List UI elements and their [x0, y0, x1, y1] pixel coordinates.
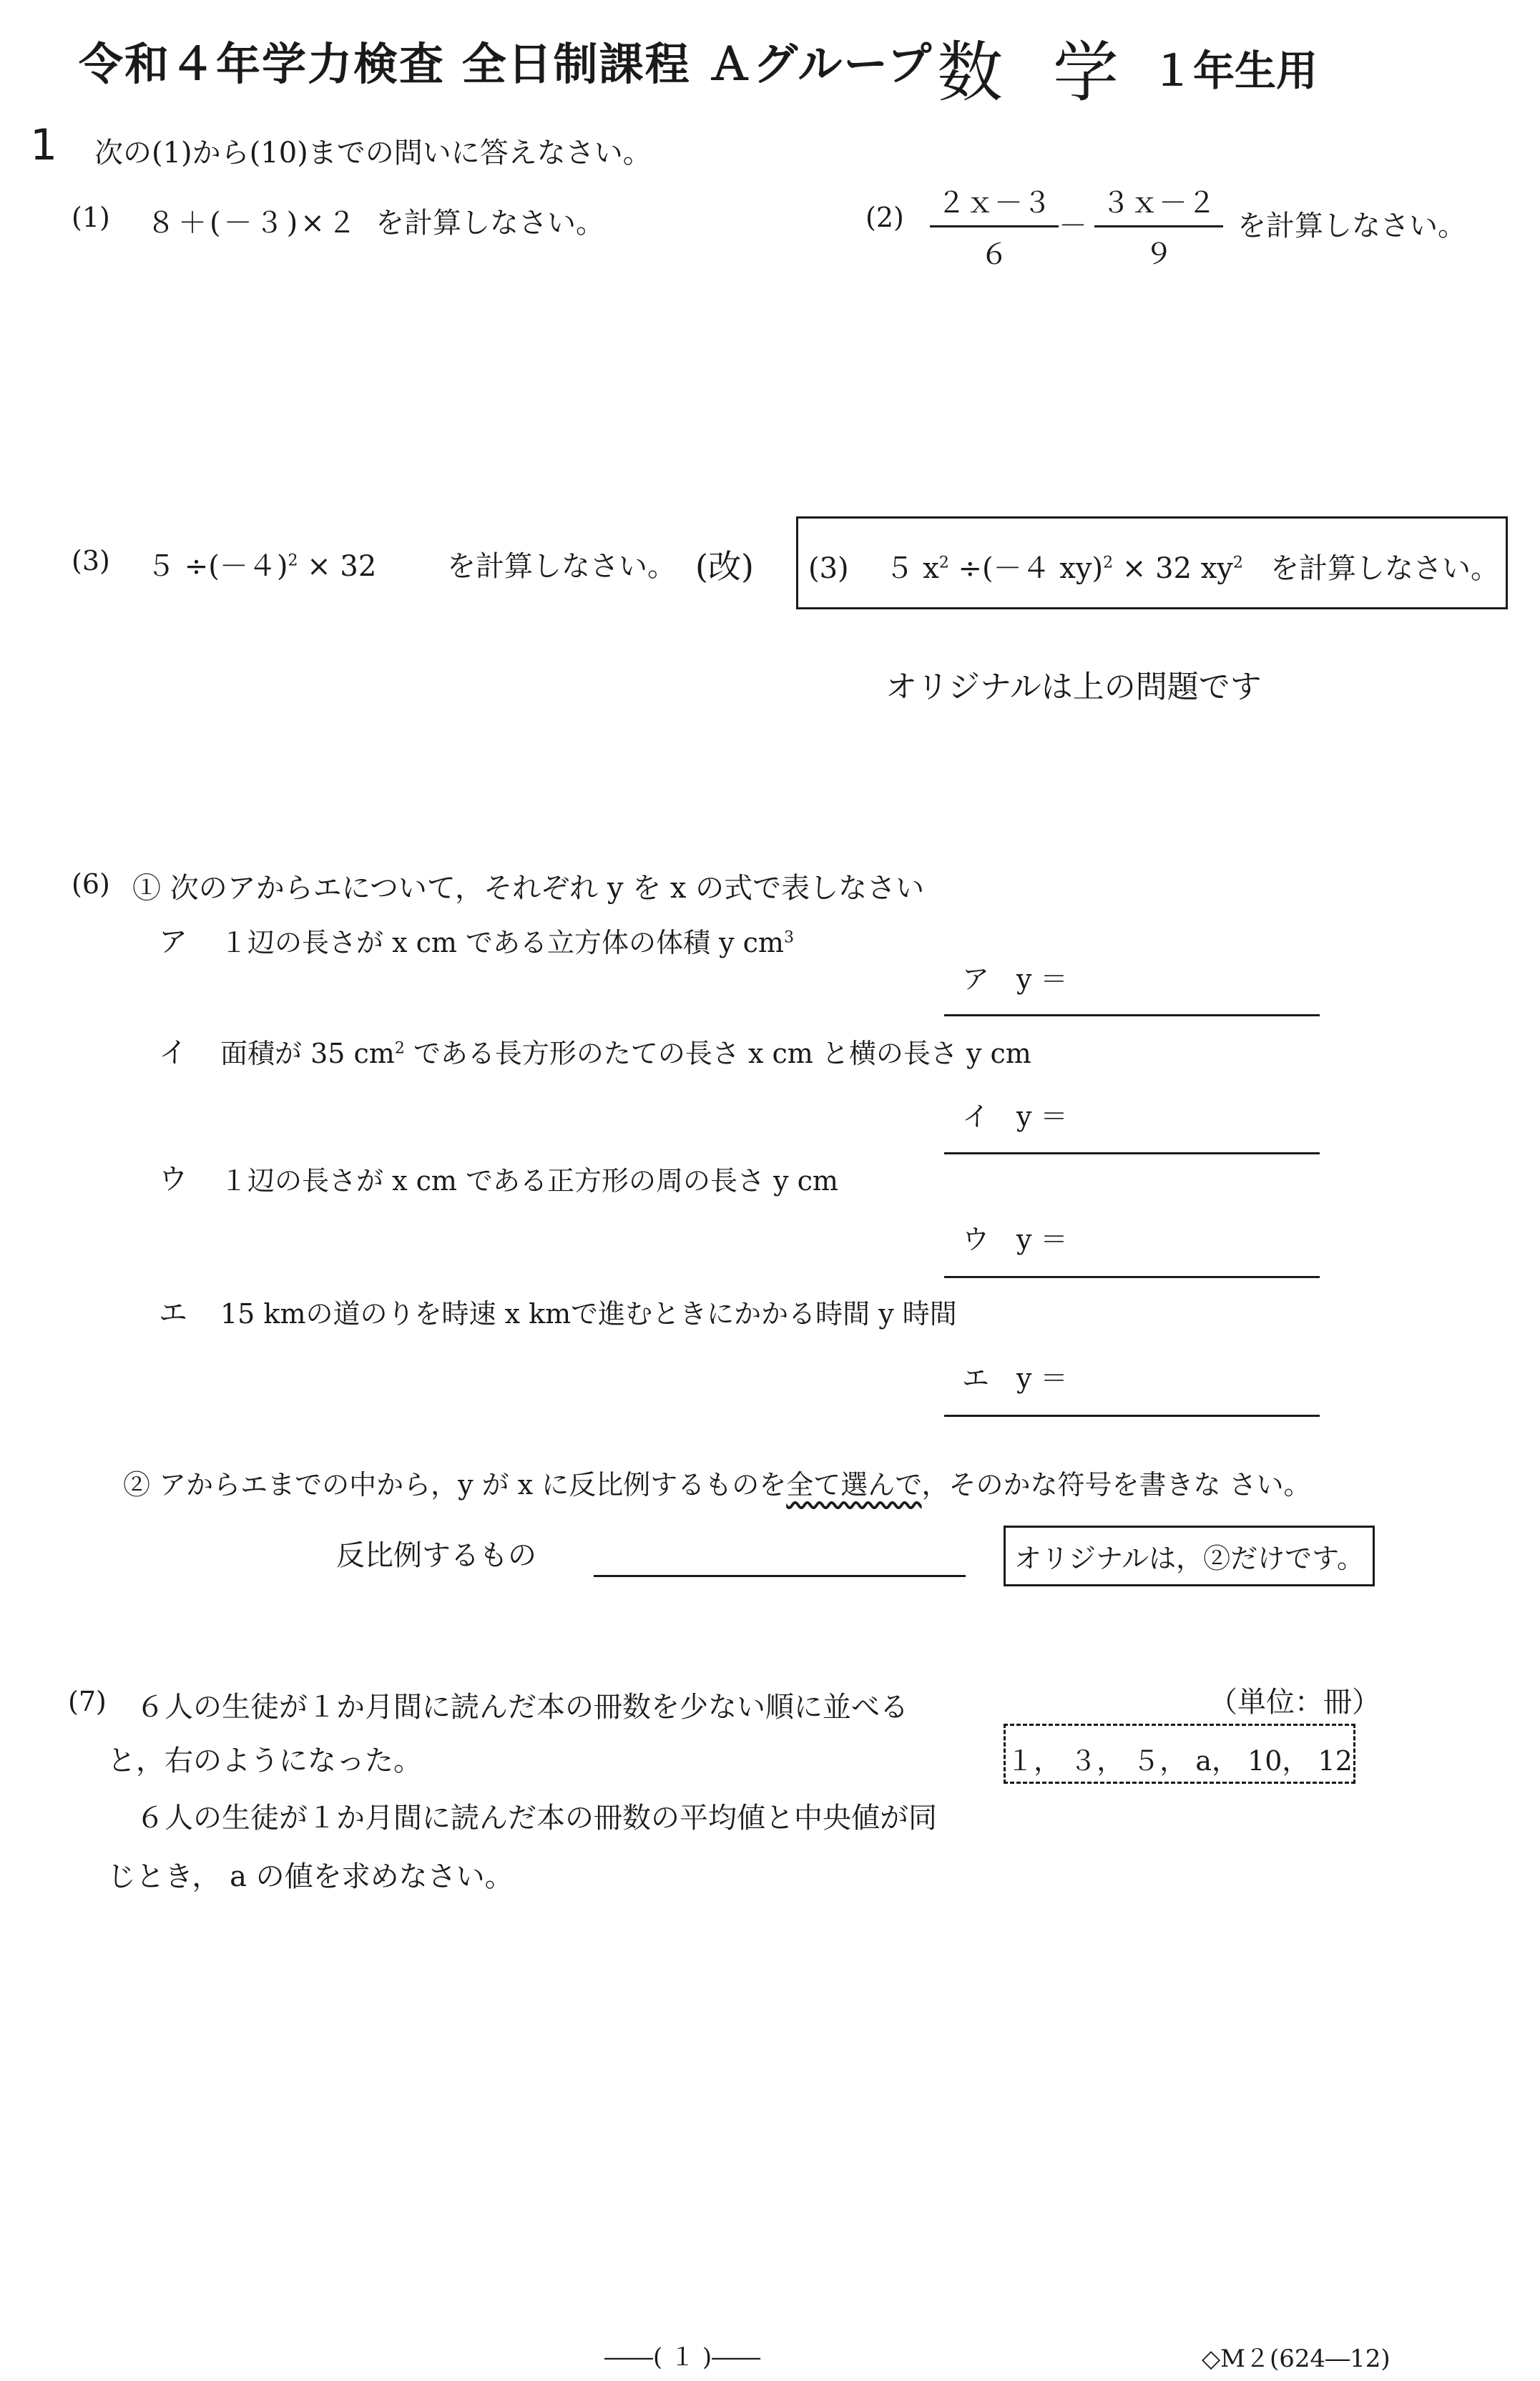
problem-1-instruction: を計算しなさい。: [376, 207, 604, 240]
problem-2-label: (2): [865, 202, 904, 233]
modified-mark: (改): [695, 547, 754, 586]
problem-3-expr-a: ５ ÷(－４): [147, 550, 288, 583]
problem-1-label: (1): [72, 202, 110, 233]
problem-2-instruction: を計算しなさい。: [1237, 210, 1466, 242]
problem-3-exponent: 2: [288, 551, 298, 570]
modified-exp-3: 2: [1232, 554, 1243, 572]
original-note: オリジナルは上の問題です: [886, 669, 1262, 705]
page-number: ――( １ )――: [604, 2343, 761, 2372]
problem-3-expression: [147, 544, 376, 584]
item-u-text: １辺の長さが x cm である正方形の周の長さ y cm: [220, 1165, 838, 1197]
item-i-text-a: 面積が 35 cm: [220, 1038, 395, 1069]
part2-original-note: オリジナルは，②だけです。: [1004, 1526, 1375, 1586]
problem-3-instruction: を計算しなさい。: [447, 550, 676, 583]
item-i-mark: イ: [159, 1036, 187, 1069]
answer-u-label: ウ y ＝: [962, 1224, 1068, 1255]
exam-title: 令和４年学力検査 全日制課程 Ａグループ: [79, 38, 933, 90]
item-a-text: [220, 921, 794, 960]
item-i-sup: 2: [394, 1039, 405, 1058]
question-instruction: 次の(1)から(10)までの問いに答えなさい。: [94, 137, 652, 170]
fraction-2-numerator: ３ｘ－２: [1094, 180, 1223, 227]
modified-instruction: を計算しなさい。: [1270, 552, 1500, 585]
item-a-mark: ア: [159, 926, 187, 958]
answer-e-label: エ y ＝: [962, 1363, 1068, 1394]
modified-expr-b: ÷(－４ xy): [958, 552, 1104, 585]
item-e-mark: エ: [159, 1297, 187, 1330]
fraction-2-denominator: ９: [1144, 238, 1173, 271]
answer-u-line[interactable]: [944, 1276, 1320, 1278]
modified-expr-a: ５ x: [885, 552, 939, 585]
inverse-proportion-label: 反比例するもの: [336, 1539, 536, 1572]
problem-1-expression: ８＋(－３)×２: [147, 207, 359, 240]
answer-i-line[interactable]: [944, 1152, 1320, 1154]
problem-7-line2: と，右のようになった。: [107, 1744, 422, 1777]
grade-label: １年生用: [1152, 46, 1318, 95]
data-box: １， ３， ５， a， 10， 12: [1004, 1724, 1355, 1784]
problem-6-label: (6): [72, 868, 110, 900]
modified-exp-1: 2: [938, 554, 949, 572]
item-a-sup: 3: [783, 928, 794, 947]
item-i-text: [220, 1031, 1031, 1071]
modified-expr-c: × 32 xy: [1122, 552, 1233, 585]
answer-a-label: ア y ＝: [962, 963, 1068, 995]
part2-text-wavy: 全て選んで: [786, 1469, 922, 1501]
modified-problem-label: (3): [808, 552, 849, 585]
modified-problem-box: [796, 516, 1508, 609]
problem-6-part2: [123, 1463, 1311, 1502]
problem-3-label: (3): [72, 545, 110, 576]
item-u-mark: ウ: [159, 1163, 187, 1196]
answer-a-line[interactable]: [944, 1014, 1320, 1016]
part2-text-post: ，そのかな符号を書きな さい。: [921, 1469, 1311, 1501]
problem-3-expr-b: × 32: [307, 550, 377, 583]
fraction-1: [930, 180, 1059, 273]
inverse-proportion-answer-line[interactable]: [594, 1575, 966, 1577]
subject-title: 数学: [937, 34, 1169, 111]
problem-7-label: (7): [68, 1686, 107, 1717]
problem-7-line1: ６人の生徒が１か月間に読んだ本の冊数を少ない順に並べる: [136, 1691, 908, 1724]
fraction-2: [1094, 180, 1223, 273]
fraction-1-numerator: ２ｘ－３: [930, 180, 1059, 227]
problem-7-line4: じとき， a の値を求めなさい。: [107, 1860, 514, 1893]
problem-6-part1: ① 次のアからエについて，それぞれ y を x の式で表しなさい: [132, 872, 925, 905]
fraction-1-denominator: ６: [980, 238, 1009, 271]
question-number: 1: [30, 120, 58, 170]
document-code: ◇M２(624―12): [1202, 2345, 1391, 2373]
item-e-text: 15 kmの道のりを時速 x kmで進むときにかかる時間 y 時間: [220, 1298, 957, 1330]
problem-7-line3: ６人の生徒が１か月間に読んだ本の冊数の平均値と中央値が同: [136, 1802, 937, 1835]
item-i-text-b: である長方形のたての長さ x cm と横の長さ y cm: [404, 1038, 1031, 1069]
minus-sign: －: [1059, 210, 1087, 242]
unit-label: （単位：冊）: [1209, 1686, 1380, 1719]
item-a-text-main: １辺の長さが x cm である立方体の体積 y cm: [220, 927, 784, 958]
answer-e-line[interactable]: [944, 1415, 1320, 1417]
modified-exp-2: 2: [1103, 554, 1114, 572]
part2-text-pre: ② アからエまでの中から，y が x に反比例するものを: [123, 1469, 787, 1501]
answer-i-label: イ y ＝: [962, 1101, 1068, 1132]
